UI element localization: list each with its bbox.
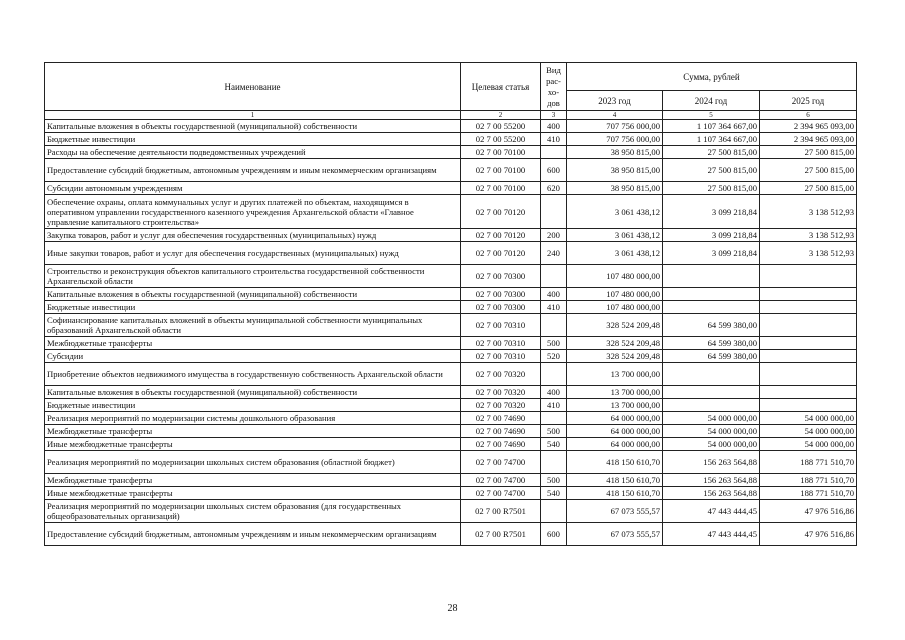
column-number: 3 [541,111,567,120]
table-row [45,337,857,350]
row-target-code: 02 7 00 70100 [461,159,541,182]
row-sum-2024: 27 500 815,00 [663,182,760,195]
row-sum-2025: 188 771 510,70 [760,451,857,474]
row-target-code: 02 7 00 R7501 [461,500,541,523]
row-name: Межбюджетные трансферты [45,474,461,487]
row-sum-2025: 3 138 512,93 [760,242,857,265]
table-row [45,146,857,159]
row-name: Капитальные вложения в объекты государственной (муниципальной) собственности [45,120,461,133]
row-name: Строительство и реконструкция объектов капитального строительства государственной собственности Архангельской области [45,265,461,288]
row-expense-type: 600 [541,523,567,546]
row-name: Капитальные вложения в объекты государственной (муниципальной) собственности [45,288,461,301]
row-sum-2025: 27 500 815,00 [760,159,857,182]
row-sum-2024: 3 099 218,84 [663,229,760,242]
row-target-code: 02 7 00 70310 [461,350,541,363]
row-sum-2023: 3 061 438,12 [567,229,663,242]
table-row [45,487,857,500]
row-sum-2024: 54 000 000,00 [663,438,760,451]
row-expense-type: 620 [541,182,567,195]
table-row [45,425,857,438]
row-expense-type [541,451,567,474]
row-name: Закупка товаров, работ и услуг для обеспечения государственных (муниципальных) нужд [45,229,461,242]
row-sum-2025 [760,399,857,412]
header-vid: Вид рас-хо-дов [541,63,567,111]
row-sum-2024 [663,301,760,314]
row-expense-type: 500 [541,425,567,438]
row-sum-2024: 3 099 218,84 [663,195,760,229]
header-name: Наименование [45,63,461,111]
row-sum-2025: 47 976 516,86 [760,523,857,546]
row-target-code: 02 7 00 55200 [461,133,541,146]
column-number: 4 [567,111,663,120]
row-target-code: 02 7 00 R7501 [461,523,541,546]
row-sum-2025 [760,301,857,314]
row-expense-type [541,412,567,425]
row-sum-2023: 13 700 000,00 [567,363,663,386]
row-expense-type: 520 [541,350,567,363]
table-row [45,229,857,242]
row-target-code: 02 7 00 70300 [461,288,541,301]
row-sum-2023: 418 150 610,70 [567,451,663,474]
row-sum-2025 [760,288,857,301]
header-sum: Сумма, рублей [567,63,857,91]
row-name: Субсидии автономным учреждениям [45,182,461,195]
row-name: Реализация мероприятий по модернизации школьных систем образования (для государственных общеобразовательных организаций) [45,500,461,523]
header-year-2024: 2024 год [663,91,760,111]
row-name: Иные межбюджетные трансферты [45,438,461,451]
row-sum-2025: 188 771 510,70 [760,487,857,500]
row-sum-2024: 156 263 564,88 [663,474,760,487]
row-name: Межбюджетные трансферты [45,337,461,350]
row-sum-2023: 418 150 610,70 [567,487,663,500]
row-expense-type: 200 [541,229,567,242]
page-number: 28 [447,603,458,614]
row-expense-type [541,265,567,288]
row-sum-2025 [760,337,857,350]
row-name: Реализация мероприятий по модернизации системы дошкольного образования [45,412,461,425]
row-target-code: 02 7 00 70320 [461,386,541,399]
row-sum-2024 [663,386,760,399]
row-target-code: 02 7 00 70320 [461,363,541,386]
row-expense-type: 500 [541,337,567,350]
row-sum-2023: 107 480 000,00 [567,301,663,314]
row-target-code: 02 7 00 74700 [461,487,541,500]
row-sum-2025: 3 138 512,93 [760,229,857,242]
row-target-code: 02 7 00 74690 [461,412,541,425]
table-row [45,399,857,412]
row-sum-2025 [760,265,857,288]
table-row [45,301,857,314]
row-name: Расходы на обеспечение деятельности подведомственных учреждений [45,146,461,159]
row-sum-2023: 107 480 000,00 [567,265,663,288]
table-row [45,412,857,425]
row-sum-2023: 328 524 209,48 [567,314,663,337]
row-target-code: 02 7 00 74700 [461,474,541,487]
budget-table [44,62,857,546]
row-sum-2025: 54 000 000,00 [760,438,857,451]
row-target-code: 02 7 00 70300 [461,265,541,288]
row-sum-2023: 707 756 000,00 [567,133,663,146]
row-name: Бюджетные инвестиции [45,399,461,412]
row-sum-2024 [663,399,760,412]
row-name: Обеспечение охраны, оплата коммунальных услуг и других платежей по объектам, находящимся в оперативном управлении государственного казенного учреждения Архангельской области «Главное управление капитального строительства» [45,195,461,229]
row-target-code: 02 7 00 74700 [461,451,541,474]
row-expense-type [541,195,567,229]
row-sum-2023: 107 480 000,00 [567,288,663,301]
row-target-code: 02 7 00 70310 [461,337,541,350]
row-target-code: 02 7 00 70100 [461,146,541,159]
table-row [45,314,857,337]
table-row [45,242,857,265]
row-sum-2023: 64 000 000,00 [567,438,663,451]
row-sum-2025: 54 000 000,00 [760,425,857,438]
row-sum-2024: 47 443 444,45 [663,523,760,546]
row-sum-2024: 1 107 364 667,00 [663,133,760,146]
column-number: 5 [663,111,760,120]
row-sum-2024: 64 599 380,00 [663,337,760,350]
row-expense-type [541,314,567,337]
row-sum-2025 [760,386,857,399]
table-row [45,350,857,363]
row-target-code: 02 7 00 70100 [461,182,541,195]
row-name: Предоставление субсидий бюджетным, автономным учреждениям и иным некоммерческим организациям [45,523,461,546]
row-sum-2023: 38 950 815,00 [567,182,663,195]
row-target-code: 02 7 00 70120 [461,229,541,242]
header-code: Целевая статья [461,63,541,111]
row-expense-type: 540 [541,487,567,500]
row-sum-2025 [760,350,857,363]
row-sum-2024: 27 500 815,00 [663,159,760,182]
table-row [45,159,857,182]
row-sum-2025: 2 394 965 093,00 [760,120,857,133]
table-row [45,438,857,451]
row-name: Иные закупки товаров, работ и услуг для обеспечения государственных (муниципальных) нужд [45,242,461,265]
table-row [45,474,857,487]
row-sum-2025: 54 000 000,00 [760,412,857,425]
row-sum-2023: 707 756 000,00 [567,120,663,133]
table-row [45,133,857,146]
row-sum-2023: 418 150 610,70 [567,474,663,487]
row-target-code: 02 7 00 70120 [461,242,541,265]
row-sum-2024 [663,288,760,301]
row-sum-2024: 64 599 380,00 [663,350,760,363]
row-sum-2023: 13 700 000,00 [567,386,663,399]
row-expense-type: 240 [541,242,567,265]
row-target-code: 02 7 00 70120 [461,195,541,229]
row-sum-2024: 64 599 380,00 [663,314,760,337]
row-sum-2025 [760,363,857,386]
row-target-code: 02 7 00 55200 [461,120,541,133]
row-expense-type [541,146,567,159]
row-target-code: 02 7 00 70320 [461,399,541,412]
row-sum-2025: 188 771 510,70 [760,474,857,487]
row-expense-type: 400 [541,288,567,301]
table-row [45,195,857,229]
row-name: Софинансирование капитальных вложений в объекты муниципальной собственности муниципальных образований Архангельской области [45,314,461,337]
row-sum-2025: 47 976 516,86 [760,500,857,523]
row-sum-2023: 38 950 815,00 [567,146,663,159]
row-sum-2024: 27 500 815,00 [663,146,760,159]
column-number-row [45,111,857,120]
table-row [45,451,857,474]
table-row [45,363,857,386]
table-row [45,523,857,546]
row-sum-2023: 64 000 000,00 [567,412,663,425]
row-name: Иные межбюджетные трансферты [45,487,461,500]
row-sum-2024: 1 107 364 667,00 [663,120,760,133]
row-sum-2025: 2 394 965 093,00 [760,133,857,146]
row-name: Реализация мероприятий по модернизации школьных систем образования (областной бюджет) [45,451,461,474]
row-expense-type [541,500,567,523]
row-sum-2025 [760,314,857,337]
row-sum-2024: 54 000 000,00 [663,412,760,425]
row-expense-type [541,363,567,386]
row-expense-type: 410 [541,399,567,412]
row-sum-2024: 47 443 444,45 [663,500,760,523]
table-row [45,386,857,399]
row-sum-2023: 38 950 815,00 [567,159,663,182]
row-target-code: 02 7 00 74690 [461,438,541,451]
row-sum-2023: 3 061 438,12 [567,242,663,265]
row-sum-2023: 328 524 209,48 [567,337,663,350]
row-name: Межбюджетные трансферты [45,425,461,438]
row-sum-2025: 27 500 815,00 [760,182,857,195]
row-name: Субсидии [45,350,461,363]
table-row [45,288,857,301]
row-expense-type: 500 [541,474,567,487]
row-name: Приобретение объектов недвижимого имущества в государственную собственность Архангельской области [45,363,461,386]
row-sum-2024: 54 000 000,00 [663,425,760,438]
row-target-code: 02 7 00 70310 [461,314,541,337]
row-sum-2023: 67 073 555,57 [567,523,663,546]
row-expense-type: 400 [541,120,567,133]
row-expense-type: 400 [541,386,567,399]
row-expense-type: 600 [541,159,567,182]
row-sum-2025: 27 500 815,00 [760,146,857,159]
header-year-2025: 2025 год [760,91,857,111]
row-expense-type: 410 [541,133,567,146]
row-expense-type: 540 [541,438,567,451]
column-number: 6 [760,111,857,120]
row-name: Капитальные вложения в объекты государственной (муниципальной) собственности [45,386,461,399]
row-sum-2024 [663,363,760,386]
table-row [45,500,857,523]
row-name: Бюджетные инвестиции [45,301,461,314]
table-row [45,182,857,195]
table-row [45,120,857,133]
row-sum-2024 [663,265,760,288]
row-sum-2023: 64 000 000,00 [567,425,663,438]
row-target-code: 02 7 00 70300 [461,301,541,314]
row-sum-2024: 156 263 564,88 [663,451,760,474]
row-sum-2023: 328 524 209,48 [567,350,663,363]
table-row [45,265,857,288]
row-sum-2024: 3 099 218,84 [663,242,760,265]
row-sum-2023: 3 061 438,12 [567,195,663,229]
row-name: Бюджетные инвестиции [45,133,461,146]
header-year-2023: 2023 год [567,91,663,111]
row-expense-type: 410 [541,301,567,314]
column-number: 2 [461,111,541,120]
column-number: 1 [45,111,461,120]
row-name: Предоставление субсидий бюджетным, автономным учреждениям и иным некоммерческим организациям [45,159,461,182]
row-target-code: 02 7 00 74690 [461,425,541,438]
row-sum-2025: 3 138 512,93 [760,195,857,229]
row-sum-2023: 13 700 000,00 [567,399,663,412]
row-sum-2023: 67 073 555,57 [567,500,663,523]
row-sum-2024: 156 263 564,88 [663,487,760,500]
